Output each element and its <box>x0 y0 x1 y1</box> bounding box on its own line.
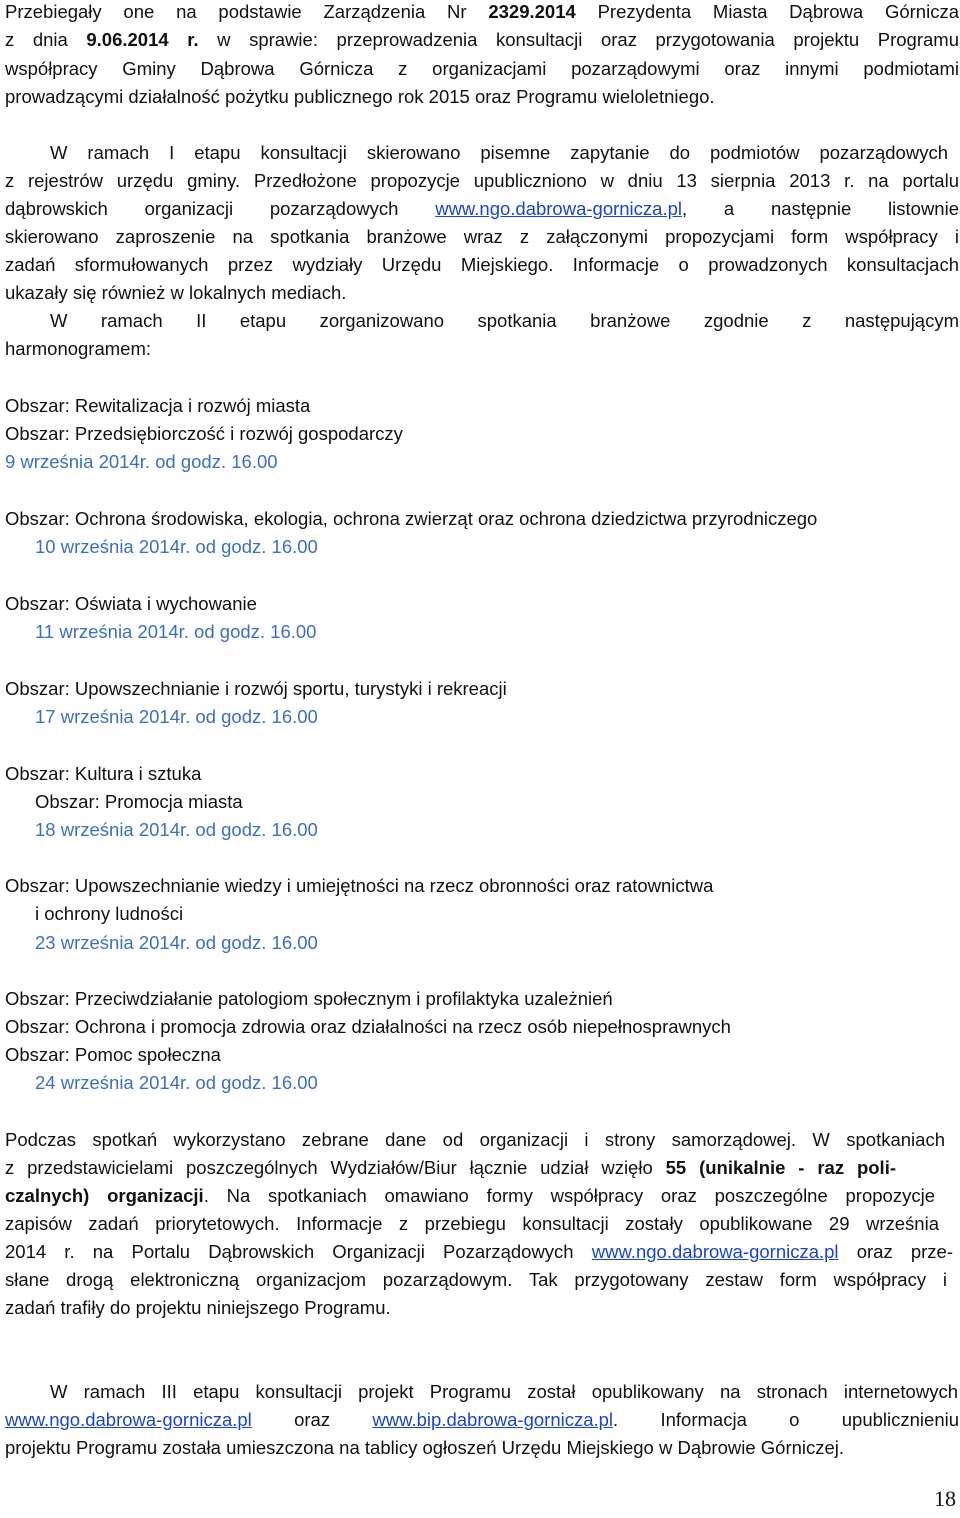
meeting-date: 24 września 2014r. od godz. 16.00 <box>35 1072 318 1093</box>
text: z rejestrów urzędu gminy. <box>5 170 254 191</box>
meeting-date: 23 września 2014r. od godz. 16.00 <box>35 932 318 953</box>
area-label: Obszar: Ochrona środowiska, ekologia, ochrona zwierząt oraz ochrona dziedzictwa przyrodniczego <box>5 508 818 529</box>
intro-line-2 <box>5 28 959 52</box>
text: zadań sformułowanych przez wydziały Urzędu Miejskiego. <box>5 254 573 275</box>
summary-line-2 <box>5 1156 896 1180</box>
area-label: Obszar: Pomoc społeczna <box>5 1044 221 1065</box>
text: Przedłożone propozycje upubliczniono w dniu 13 sierpnia 2013 r. na portalu <box>253 170 959 191</box>
text: z przedstawicielami poszczególnych Wydziałów/Biur łącznie udział wzięło <box>5 1157 666 1178</box>
area-label: i ochrony ludności <box>35 903 184 924</box>
stage1-line-3 <box>5 197 959 221</box>
area-label: Obszar: Kultura i sztuka <box>5 763 202 784</box>
summary-line-3 <box>5 1184 935 1208</box>
stage2-line-2: harmonogramem: <box>5 338 152 359</box>
text: . Informacja o upublicznieniu <box>613 1409 960 1430</box>
text-bold: czalnych) organizacji <box>5 1185 204 1206</box>
ngo-portal-link[interactable]: www.ngo.dabrowa-gornicza.pl <box>435 198 682 219</box>
text: Przebiegały one na podstawie Zarządzenia Nr <box>5 1 489 22</box>
summary-line-6 <box>5 1268 947 1292</box>
summary-line-5 <box>5 1240 953 1264</box>
summary-line-4: zapisów zadań priorytetowych. Informacje z przebiegu konsultacji zostały opublikowane 29 września <box>5 1213 939 1234</box>
text: z dnia <box>5 29 87 50</box>
stage1-line-4: skierowano zaproszenie na spotkania branżowe wraz z załączonymi propozycjami form współpracy i <box>5 226 959 247</box>
intro-line-3: współpracy Gminy Dąbrowa Górnicza z organizacjami pozarządowymi oraz innymi podmiotami <box>5 58 959 79</box>
meeting-date: 10 września 2014r. od godz. 16.00 <box>35 536 318 557</box>
area-label: Obszar: Promocja miasta <box>35 791 243 812</box>
area-label: Obszar: Przeciwdziałanie patologiom społecznym i profilaktyka uzależnień <box>5 988 613 1009</box>
text: oraz prze- <box>838 1241 953 1262</box>
stage1-line-5 <box>5 253 959 277</box>
ngo-portal-link[interactable]: www.ngo.dabrowa-gornicza.pl <box>591 1241 839 1262</box>
summary-line-1: Podczas spotkań wykorzystano zebrane dane od organizacji i strony samorządowej. W spotkaniach <box>5 1129 945 1150</box>
intro-line-1 <box>5 0 959 24</box>
stage2-line-1: W ramach II etapu zorganizowano spotkania branżowe zgodnie z następującym <box>50 310 959 331</box>
text: w sprawie: przeprowadzenia konsultacji oraz przygotowania projektu Programu <box>198 29 959 50</box>
text-bold: 55 (unikalnie - raz poli- <box>665 1157 896 1178</box>
text: Prezydenta Miasta Dąbrowa Górnicza <box>575 1 959 22</box>
text: , a następnie listownie <box>682 198 959 219</box>
stage1-line-1: W ramach I etapu konsultacji skierowano pisemne zapytanie do podmiotów pozarządowych <box>50 142 948 163</box>
text: Tak przygotowany zestaw form współpracy i <box>528 1269 947 1290</box>
meeting-date: 11 września 2014r. od godz. 16.00 <box>35 621 317 642</box>
text: . Na spotkaniach omawiano formy współpracy oraz poszczególne propozycje <box>203 1185 935 1206</box>
area-label: Obszar: Oświata i wychowanie <box>5 593 257 614</box>
text: oraz <box>294 1409 331 1430</box>
text-bold: 2329.2014 <box>488 1 576 22</box>
text: słane drogą elektroniczną organizacjom pozarządowym. <box>5 1269 529 1290</box>
area-label: Obszar: Rewitalizacja i rozwój miasta <box>5 395 311 416</box>
stage3-line-1: W ramach III etapu konsultacji projekt Programu został opublikowany na stronach internetowych <box>50 1381 958 1402</box>
stage3-line-3: projektu Programu została umieszczona na tablicy ogłoszeń Urzędu Miejskiego w Dąbrowie Górniczej. <box>5 1437 845 1458</box>
text-bold: 9.06.2014 r. <box>86 29 199 50</box>
stage1-line-6: ukazały się również w lokalnych mediach. <box>5 282 347 303</box>
area-label: Obszar: Przedsiębiorczość i rozwój gospodarczy <box>5 423 403 444</box>
meeting-date: 9 września 2014r. od godz. 16.00 <box>5 451 278 472</box>
bip-portal-link[interactable]: www.bip.dabrowa-gornicza.pl <box>372 1409 614 1430</box>
ngo-portal-link[interactable]: www.ngo.dabrowa-gornicza.pl <box>5 1409 252 1430</box>
meeting-date: 17 września 2014r. od godz. 16.00 <box>35 706 318 727</box>
text: dąbrowskich organizacji pozarządowych <box>5 198 436 219</box>
stage1-line-2 <box>5 169 959 193</box>
text: 2014 r. na Portalu Dąbrowskich Organizacji Pozarządowych <box>5 1241 592 1262</box>
area-label: Obszar: Upowszechnianie i rozwój sportu, turystyki i rekreacji <box>5 678 507 699</box>
intro-line-4: prowadzącymi działalność pożytku publicznego rok 2015 oraz Programu wieloletniego. <box>5 86 715 107</box>
page-number: 18 <box>934 1486 956 1511</box>
area-label: Obszar: Upowszechnianie wiedzy i umiejętności na rzecz obronności oraz ratownictwa <box>5 875 714 896</box>
area-label: Obszar: Ochrona i promocja zdrowia oraz działalności na rzecz osób niepełnosprawnych <box>5 1016 731 1037</box>
summary-line-7: zadań trafiły do projektu niniejszego Programu. <box>5 1297 391 1318</box>
text: Informacje o prowadzonych konsultacjach <box>572 254 959 275</box>
meeting-date: 18 września 2014r. od godz. 16.00 <box>35 819 318 840</box>
stage3-line-2 <box>5 1408 959 1432</box>
